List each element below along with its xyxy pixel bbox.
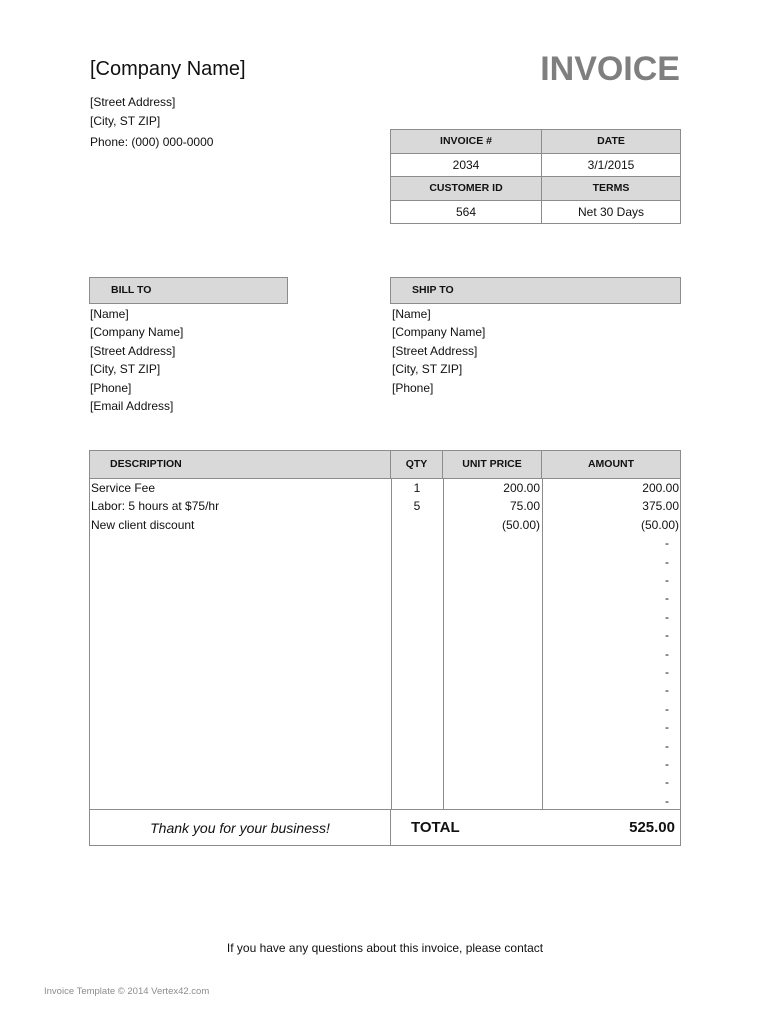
item-description: Labor: 5 hours at $75/hr <box>91 499 220 514</box>
questions-note: If you have any questions about this invoice, please contact <box>226 941 544 955</box>
item-qty: 5 <box>413 499 421 514</box>
table-row <box>90 497 680 515</box>
item-amount: (50.00) <box>640 517 679 532</box>
terms-label: TERMS <box>542 177 681 201</box>
item-amount: 200.00 <box>642 481 679 495</box>
ship-to-line: [Phone] <box>392 380 434 395</box>
ship-to-line: [Name] <box>392 307 431 321</box>
item-unit-price: 75.00 <box>509 499 540 514</box>
invoice-number-value: 2034 <box>391 153 542 177</box>
table-row <box>90 516 680 534</box>
empty-amount: - <box>665 738 669 753</box>
template-credit: Invoice Template © 2014 Vertex42.com <box>44 986 210 997</box>
date-value: 3/1/2015 <box>542 153 681 177</box>
amount-header: AMOUNT <box>587 458 635 470</box>
ship-to-block <box>392 305 485 397</box>
item-description: New client discount <box>91 517 195 532</box>
total-row <box>90 809 680 845</box>
bill-to-block <box>90 305 183 415</box>
empty-amount: - <box>665 591 669 606</box>
empty-amount: - <box>665 609 669 624</box>
bill-to-line: [Street Address] <box>90 343 176 358</box>
empty-amount: - <box>665 646 669 661</box>
bill-to-line: [City, ST ZIP] <box>90 362 161 377</box>
invoice-title: INVOICE <box>540 50 680 88</box>
customer-id-value: 564 <box>391 200 542 224</box>
bill-to-line: [Name] <box>90 307 129 321</box>
customer-id-label: CUSTOMER ID <box>391 177 542 201</box>
empty-amount: - <box>665 683 669 698</box>
unit-price-header: UNIT PRICE <box>443 451 542 478</box>
empty-amount: - <box>665 573 669 587</box>
ship-to-line: [City, ST ZIP] <box>392 362 463 377</box>
terms-value: Net 30 Days <box>542 200 681 224</box>
ship-to-line: [Company Name] <box>392 325 486 340</box>
empty-amount: - <box>665 757 669 772</box>
company-name: [Company Name] <box>90 58 246 80</box>
empty-amount: - <box>665 628 669 643</box>
date-label: DATE <box>542 130 681 154</box>
total-label: TOTAL <box>411 819 460 836</box>
invoice-number-label: INVOICE # <box>391 130 542 154</box>
bill-to-line: [Company Name] <box>90 325 184 340</box>
empty-amount: - <box>665 554 669 569</box>
empty-amount: - <box>665 536 669 551</box>
item-unit-price: (50.00) <box>501 517 540 532</box>
company-phone: Phone: (000) 000-0000 <box>90 135 214 149</box>
empty-amount: - <box>665 720 669 735</box>
empty-amount: - <box>665 665 669 680</box>
thank-you-note: Thank you for your business! <box>90 810 391 845</box>
company-city: [City, ST ZIP] <box>90 114 161 128</box>
line-items-header <box>90 451 680 479</box>
line-items-table <box>89 450 681 846</box>
item-description: Service Fee <box>91 481 156 495</box>
bill-to-header: BILL TO <box>89 277 288 304</box>
item-amount: 375.00 <box>642 499 679 514</box>
ship-to-header: SHIP TO <box>390 277 681 304</box>
empty-amount: - <box>665 775 669 790</box>
line-items-body <box>90 479 680 809</box>
empty-amount: - <box>665 793 669 808</box>
empty-amount-column <box>543 534 669 810</box>
description-header: DESCRIPTION <box>90 451 391 478</box>
company-street: [Street Address] <box>90 95 176 109</box>
ship-to-line: [Street Address] <box>392 343 478 358</box>
table-row <box>90 479 680 497</box>
bill-to-line: [Phone] <box>90 380 132 395</box>
invoice-meta-table <box>390 129 681 224</box>
item-qty: 1 <box>413 481 421 495</box>
item-unit-price: 200.00 <box>503 481 540 495</box>
total-value: 525.00 <box>629 819 675 836</box>
empty-amount: - <box>665 701 669 716</box>
qty-header: QTY <box>391 451 443 478</box>
bill-to-line: [Email Address] <box>90 399 174 414</box>
